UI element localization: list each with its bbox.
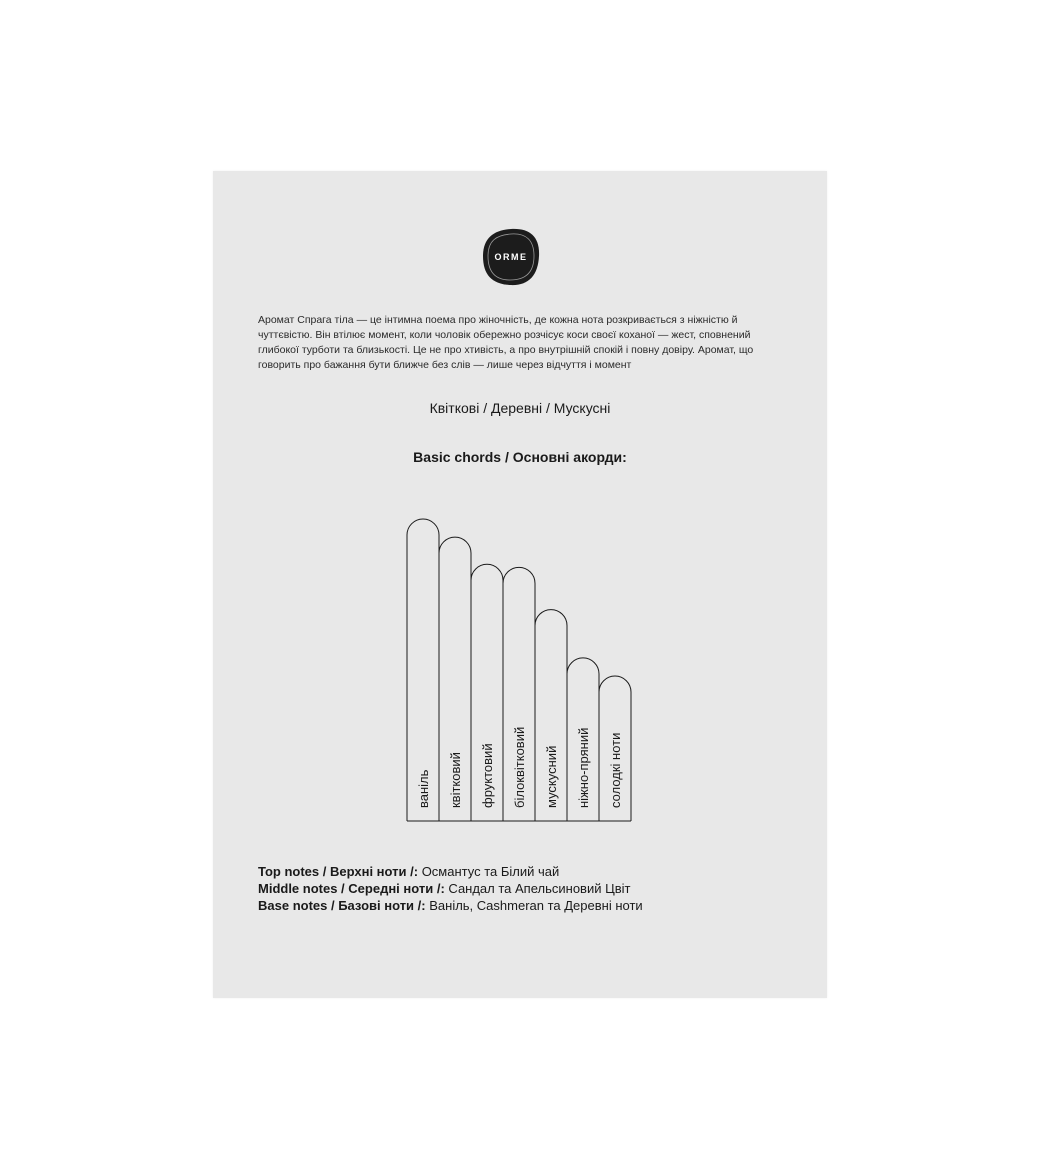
- chord-label: ваніль: [416, 769, 431, 808]
- middle-notes-row: [258, 880, 798, 897]
- chords-title: Basic chords / Основні акорди:: [413, 449, 627, 465]
- chord-label: білоквітковий: [512, 726, 527, 808]
- base-notes-value: Ваніль, Cashmeran та Деревні ноти: [429, 898, 643, 913]
- top-notes-label: Top notes / Верхні ноти /:: [258, 864, 419, 879]
- chord-label: фруктовий: [480, 743, 495, 808]
- base-notes-row: [258, 897, 798, 914]
- top-notes-value: Османтус та Білий чай: [421, 864, 560, 879]
- base-notes-label: Base notes / Базові ноти /:: [258, 898, 426, 913]
- chord-label: ніжно-пряний: [576, 727, 591, 808]
- notes-list: [258, 863, 798, 914]
- chord-label: солодкі ноти: [608, 732, 623, 808]
- chord-label: мускусний: [544, 745, 559, 808]
- middle-notes-value: Сандал та Апельсиновий Цвіт: [448, 881, 631, 896]
- fragrance-families: Квіткові / Деревні / Мускусні: [429, 400, 611, 416]
- middle-notes-label: Middle notes / Середні ноти /:: [258, 881, 445, 896]
- top-notes-row: [258, 863, 798, 880]
- fragrance-description: Аромат Спрага тіла — це інтимна поема про жіночність, де кожна нота розкривається з ніжністю й чуттєвістю. Він втілює момент, коли чоловік обережно розчісує коси своєї коханої — жест, сповнений глибокої турботи та близькості. Це не про хтивість, а про внутрішній спокій і повну довіру. Аромат, що говорить про бажання бути ближче без слів — лише через відчуття і момент: [258, 314, 754, 371]
- fragrance-card: [213, 171, 827, 998]
- chord-label: квітковий: [448, 752, 463, 808]
- logo-wordmark: ORME: [494, 252, 528, 262]
